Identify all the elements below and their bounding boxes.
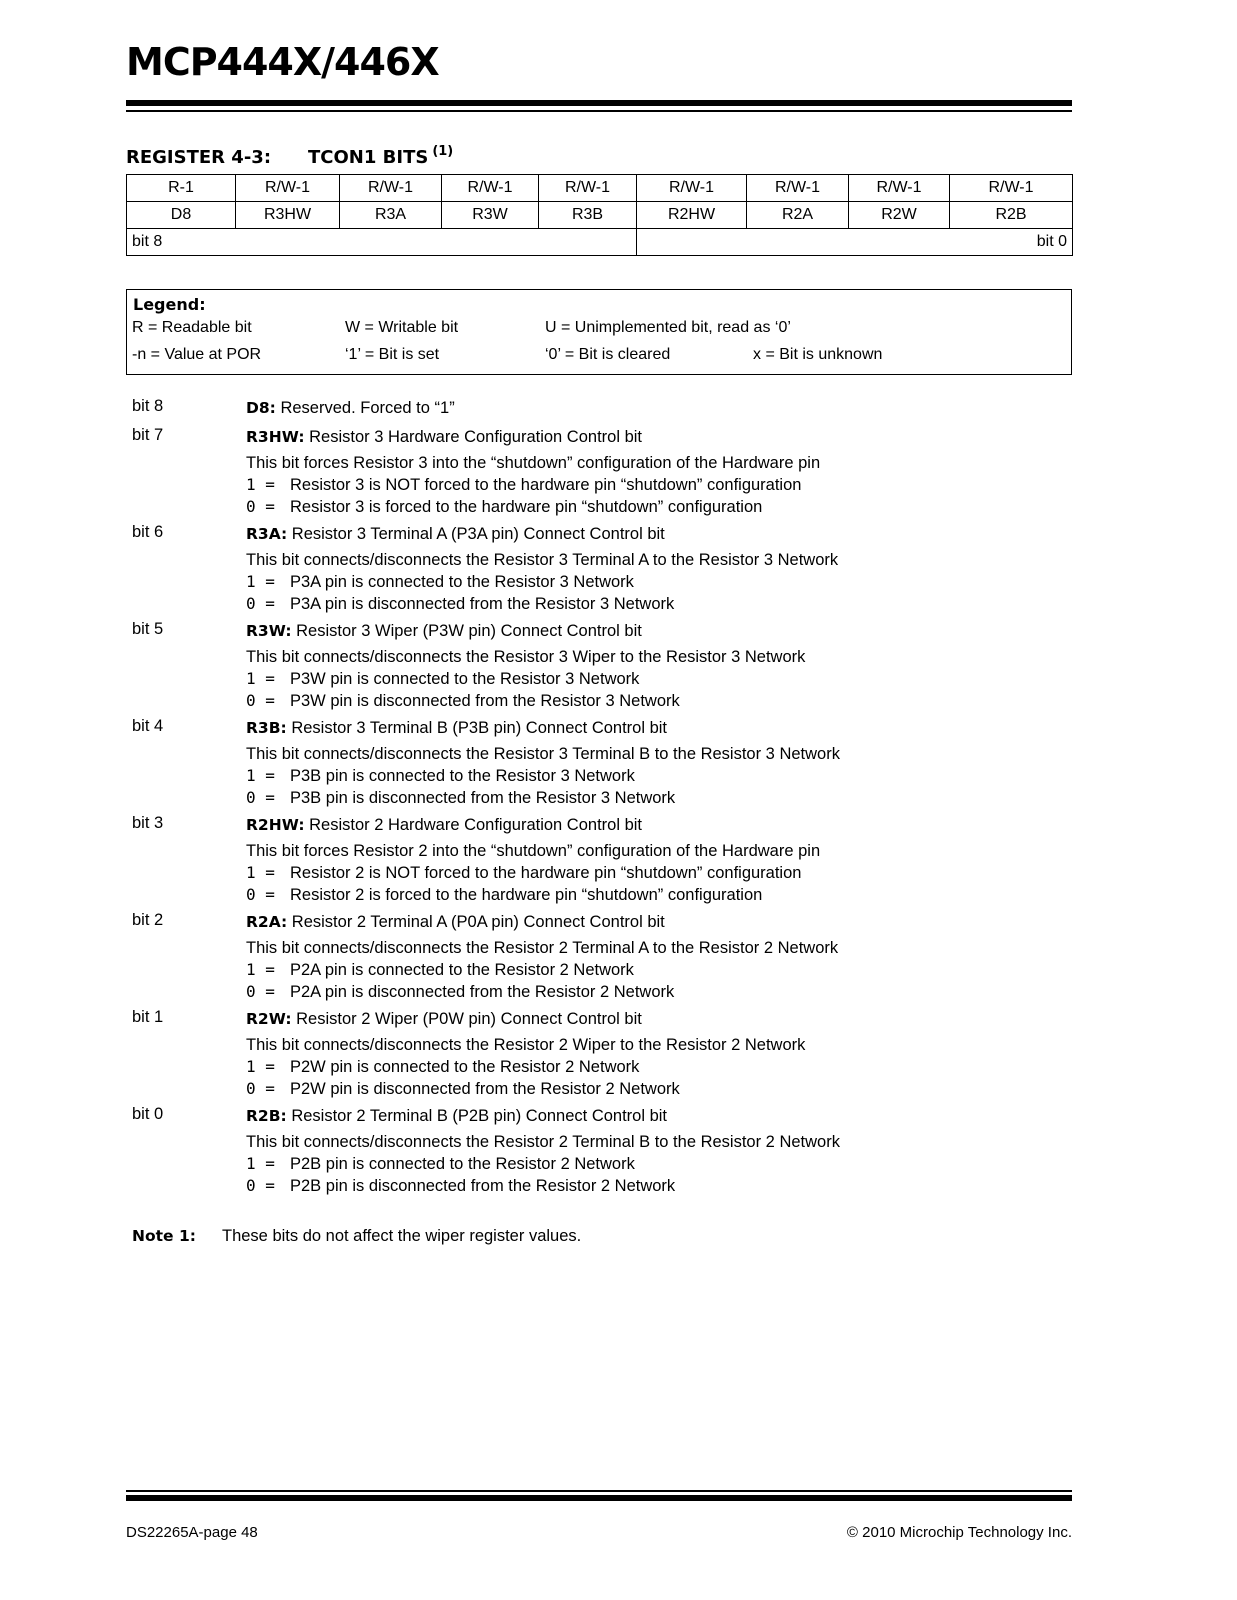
bit-field-desc: This bit connects/disconnects the Resistor 2 Terminal B to the Resistor 2 Network [246,1133,840,1151]
value-one-code: 1 = [246,572,275,591]
access-cell: R/W-1 [442,175,539,202]
bit-name-cell: R3W [442,202,539,229]
bit-field-title: Resistor 3 Wiper (P3W pin) Connect Control bit [296,622,642,640]
bit-label: bit 3 [132,814,164,832]
value-zero-text: P3W pin is disconnected from the Resistor 3 Network [290,692,680,710]
bit-label: bit 7 [132,426,164,444]
bit-field-title: Resistor 2 Wiper (P0W pin) Connect Control bit [296,1010,642,1028]
register-bit-table [126,174,1073,256]
value-zero-text: P3A pin is disconnected from the Resistor 3 Network [290,595,675,613]
bit-name-cell: R2B [950,202,1073,229]
value-one-text: P3B pin is connected to the Resistor 3 Network [290,767,635,785]
access-cell: R/W-1 [747,175,849,202]
value-one-code: 1 = [246,1057,275,1076]
legend-box [126,289,1072,375]
bit-field-desc: This bit connects/disconnects the Resistor 3 Wiper to the Resistor 3 Network [246,648,806,666]
bit-field-desc: This bit connects/disconnects the Resistor 2 Wiper to the Resistor 2 Network [246,1036,806,1054]
value-one-code: 1 = [246,1154,275,1173]
bit-field-title: Resistor 3 Terminal A (P3A pin) Connect Control bit [291,525,665,543]
access-cell: R/W-1 [950,175,1073,202]
footnote-label: Note 1: [132,1227,196,1245]
access-cell: R/W-1 [637,175,747,202]
value-zero-text: Resistor 3 is forced to the hardware pin “shutdown” configuration [290,498,763,516]
register-heading [126,144,453,168]
name-row [127,202,1073,229]
bit-name-cell: R3HW [236,202,340,229]
document-title: MCP444X/446X [126,40,439,84]
legend-writable: W = Writable bit [345,319,459,336]
footer-rule-thin [126,1490,1072,1492]
value-one-text: P2B pin is connected to the Resistor 2 Network [290,1155,635,1173]
access-cell: R/W-1 [340,175,442,202]
bit-field-name: R2B: [246,1107,287,1125]
value-one-text: Resistor 3 is NOT forced to the hardware pin “shutdown” configuration [290,476,802,494]
access-cell: R-1 [127,175,236,202]
value-one-code: 1 = [246,669,275,688]
bit-range-row [127,229,1073,256]
bit-name-cell: R2HW [637,202,747,229]
legend-cleared: ‘0’ = Bit is cleared [545,346,671,363]
bit-field-desc: This bit connects/disconnects the Resistor 3 Terminal B to the Resistor 3 Network [246,745,840,763]
value-one-code: 1 = [246,766,275,785]
bit-name-cell: R2A [747,202,849,229]
bit-field-name: R2W: [246,1010,292,1028]
legend-readable: R = Readable bit [132,319,252,336]
value-zero-code: 0 = [246,1079,275,1098]
legend-title: Legend: [133,295,206,314]
bit-label: bit 1 [132,1008,164,1026]
value-zero-text: P2A pin is disconnected from the Resistor 2 Network [290,983,675,1001]
bit-label: bit 8 [132,397,164,415]
bit-field-title: Resistor 2 Terminal A (P0A pin) Connect Control bit [291,913,665,931]
value-one-text: Resistor 2 is NOT forced to the hardware pin “shutdown” configuration [290,864,802,882]
bit-field-name: R3A: [246,525,288,543]
value-zero-code: 0 = [246,497,275,516]
bit-field-name: R2A: [246,913,288,931]
value-zero-text: P2B pin is disconnected from the Resistor 2 Network [290,1177,676,1195]
value-zero-text: P2W pin is disconnected from the Resistor 2 Network [290,1080,680,1098]
register-number: REGISTER 4-3: [126,147,272,168]
value-one-code: 1 = [246,960,275,979]
bit-name-cell: R3A [340,202,442,229]
value-one-text: P3W pin is connected to the Resistor 3 Network [290,670,640,688]
register-name: TCON1 BITS [308,147,429,168]
bit-field-title: Resistor 3 Hardware Configuration Control bit [309,428,643,446]
bit-label: bit 6 [132,523,164,541]
bit-field-desc: This bit connects/disconnects the Resistor 2 Terminal A to the Resistor 2 Network [246,939,839,957]
value-zero-code: 0 = [246,982,275,1001]
bit-label: bit 2 [132,911,164,929]
legend-unknown: x = Bit is unknown [753,346,883,363]
footnote [132,1227,581,1246]
legend-unimplemented: U = Unimplemented bit, read as ‘0’ [545,319,791,336]
bit-field-title: Resistor 2 Hardware Configuration Control bit [309,816,643,834]
value-one-code: 1 = [246,863,275,882]
value-zero-code: 0 = [246,1176,275,1195]
value-one-code: 1 = [246,475,275,494]
access-cell: R/W-1 [539,175,637,202]
bit-name-cell: R3B [539,202,637,229]
value-zero-code: 0 = [246,594,275,613]
value-zero-text: Resistor 2 is forced to the hardware pin “shutdown” configuration [290,886,763,904]
bit-name-cell: D8 [127,202,236,229]
footer-copyright: © 2010 Microchip Technology Inc. [846,1524,1072,1541]
legend-set: ‘1’ = Bit is set [345,346,440,363]
bit-field-title: Resistor 3 Terminal B (P3B pin) Connect Control bit [291,719,668,737]
bit-field-title: Reserved. Forced to “1” [280,399,455,417]
value-one-text: P2A pin is connected to the Resistor 2 Network [290,961,634,979]
legend-por: -n = Value at POR [132,346,262,363]
value-zero-code: 0 = [246,788,275,807]
header-rule-thick [126,100,1072,106]
bit-low-label: bit 0 [637,229,1073,256]
value-zero-text: P3B pin is disconnected from the Resistor 3 Network [290,789,676,807]
bit-field-name: R3W: [246,622,292,640]
bit-name-cell: R2W [849,202,950,229]
value-zero-code: 0 = [246,691,275,710]
bit-high-label: bit 8 [127,229,637,256]
bit-label: bit 0 [132,1105,164,1123]
access-cell: R/W-1 [849,175,950,202]
access-row [127,175,1073,202]
footer-page-number: DS22265A-page 48 [126,1524,258,1541]
bit-field-name: R3B: [246,719,287,737]
bit-field-title: Resistor 2 Terminal B (P2B pin) Connect Control bit [291,1107,668,1125]
bit-field-desc: This bit forces Resistor 3 into the “shutdown” configuration of the Hardware pin [246,454,821,472]
value-one-text: P2W pin is connected to the Resistor 2 Network [290,1058,640,1076]
register-note-ref: (1) [432,144,454,159]
footnote-text: These bits do not affect the wiper register values. [222,1227,582,1245]
bit-label: bit 5 [132,620,164,638]
bit-field-desc: This bit connects/disconnects the Resistor 3 Terminal A to the Resistor 3 Network [246,551,839,569]
header-rule-thin [126,110,1072,112]
value-one-text: P3A pin is connected to the Resistor 3 Network [290,573,634,591]
bit-label: bit 4 [132,717,164,735]
access-cell: R/W-1 [236,175,340,202]
footer-rule-thick [126,1495,1072,1501]
bit-field-name: R3HW: [246,428,305,446]
bit-field-name: R2HW: [246,816,305,834]
bit-field-name: D8: [246,399,276,417]
value-zero-code: 0 = [246,885,275,904]
bit-field-desc: This bit forces Resistor 2 into the “shutdown” configuration of the Hardware pin [246,842,821,860]
